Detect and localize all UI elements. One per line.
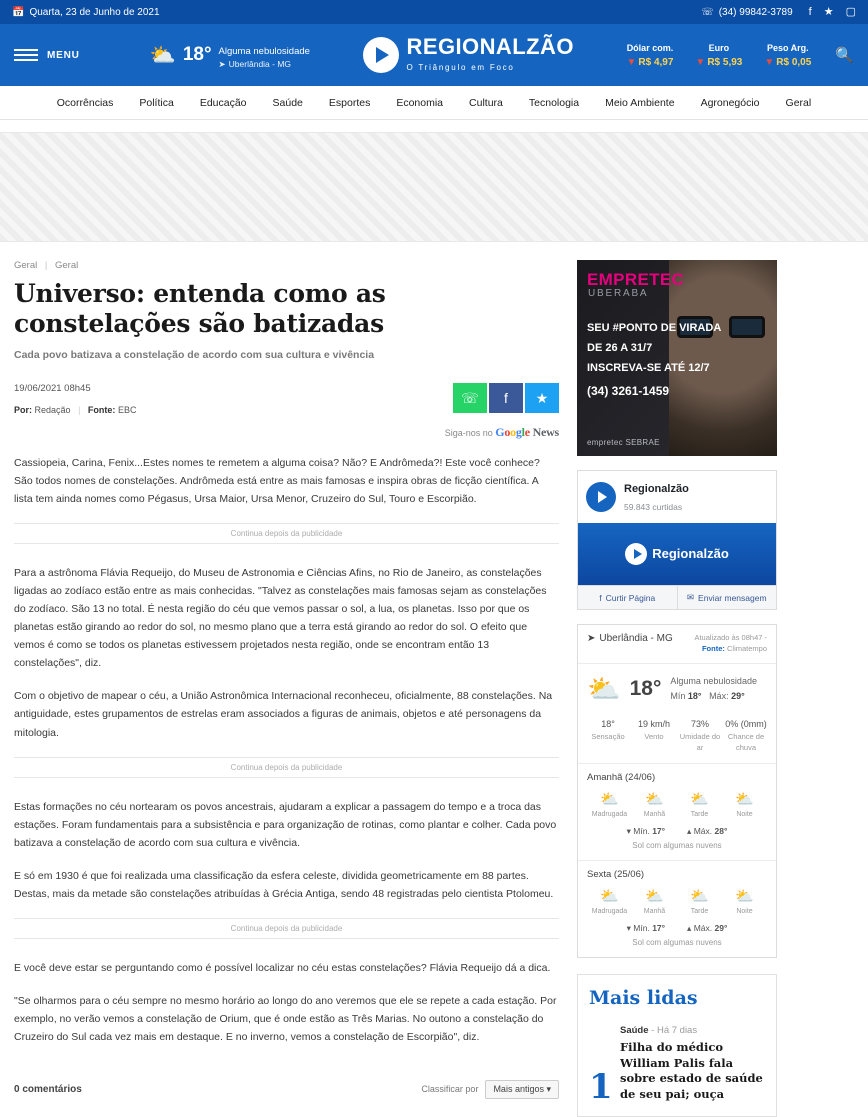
forecast-day-name: Amanhã (24/06): [587, 772, 656, 784]
forecast-min: ▾ Mín. 17°: [626, 826, 666, 837]
cloud-icon: ⛅: [735, 791, 754, 809]
currency-name: Peso Arg.: [766, 42, 809, 53]
menu-button[interactable]: [14, 49, 80, 61]
weather-current: [578, 664, 776, 714]
forecast-max-value: 28°: [714, 826, 728, 837]
page-title: Universo: entenda como as constelações são batizadas: [14, 279, 386, 338]
weather-stat-label: Vento: [644, 732, 664, 742]
forecast-part: [632, 790, 677, 818]
logo-name: REGIONALZÃO: [406, 34, 574, 59]
forecast-part: [677, 790, 722, 818]
ad-city: UBERABA: [588, 288, 649, 299]
forecast-max-label: Máx.: [693, 826, 713, 837]
instagram-icon[interactable]: ▢: [845, 5, 856, 18]
byline: [14, 405, 453, 415]
site-header: [0, 24, 868, 86]
nav-item-ocorrencias[interactable]: Ocorrências: [56, 96, 114, 109]
weather-stat-value: 18°: [601, 718, 615, 729]
weather-location-text: Uberlândia - MG: [599, 633, 673, 644]
weather-stat-label: Chance de chuva: [727, 732, 765, 752]
facebook-cover-image: [578, 523, 776, 585]
forecast-min: ▾ Mín. 17°: [626, 923, 666, 934]
forecast-max: ▴ Máx. 28°: [687, 826, 728, 837]
weather-max-label: Máx:: [709, 690, 729, 701]
ad-title: EMPRETEC: [587, 270, 685, 289]
weather-current-info: [670, 674, 757, 703]
location-icon: ➤: [587, 633, 596, 644]
forecast-minmax: [587, 826, 767, 837]
logo-tagline: O Triângulo em Foco: [406, 63, 515, 72]
forecast-part: [587, 790, 632, 818]
google-news-brand: Google News: [495, 425, 559, 439]
ad-line-2: DE 26 A 31/7: [587, 342, 653, 354]
currency-value: R$ 5,93: [707, 56, 743, 68]
facebook-widget-info: [624, 479, 689, 515]
source-label: Fonte:: [87, 405, 116, 415]
twitter-icon: ★: [535, 389, 549, 406]
partly-cloudy-icon: ⛅: [587, 673, 621, 704]
most-read-headline: Filha do médico William Palis fala sobre estado de saúde de seu pai; ouça: [620, 1040, 763, 1101]
ad-portrait: [669, 260, 777, 456]
source-name: EBC: [117, 405, 137, 415]
comment-sort-label: Classificar por: [421, 1084, 479, 1095]
weather-current-desc: Alguma nebulosidade: [670, 676, 757, 687]
forecast-summary: Sol com algumas nuvens: [632, 938, 722, 948]
sun-cloud-icon: ⛅: [645, 791, 664, 809]
weather-stat-vento: [633, 718, 675, 754]
forecast-min-value: 17°: [652, 923, 666, 934]
arrow-down-icon: ▼: [626, 56, 637, 68]
weather-location: [587, 633, 673, 644]
nav-item-geral[interactable]: Geral: [785, 96, 812, 109]
weather-stat-sensacao: [587, 718, 629, 754]
weather-updated-label: Atualizado às 08h47 -: [694, 633, 767, 642]
twitter-icon[interactable]: ★: [823, 5, 834, 18]
currency-name: Euro: [708, 42, 730, 53]
message-icon: ✉: [686, 592, 695, 602]
topbar-date-text: Quarta, 23 de Junho de 2021: [29, 6, 160, 18]
currency-ticker: [626, 43, 811, 68]
breadcrumb-item-1[interactable]: Geral: [14, 260, 38, 271]
forecast-min-value: 17°: [652, 826, 666, 837]
share-buttons: [453, 383, 559, 413]
facebook-icon[interactable]: f: [808, 5, 812, 18]
list-item[interactable]: [578, 1019, 776, 1116]
comments-bar: [14, 1080, 559, 1113]
breadcrumb-item-2[interactable]: Geral: [54, 260, 79, 271]
arrow-down-icon: ▼: [764, 56, 775, 68]
ad-phone: (34) 3261-1459: [587, 384, 670, 398]
forecast-part: [677, 887, 722, 915]
menu-label: MENU: [47, 49, 80, 61]
hamburger-icon: [14, 49, 38, 61]
weather-stat-label: Sensação: [591, 732, 625, 742]
weather-stat-umidade: [679, 718, 721, 754]
forecast-part-label: Manhã: [643, 811, 666, 819]
facebook-like-button[interactable]: [578, 586, 677, 609]
currency-item: [626, 43, 673, 68]
forecast-part-label: Manhã: [643, 908, 666, 916]
facebook-message-label: Enviar mensagem: [698, 592, 767, 603]
comment-sort: [421, 1080, 559, 1099]
forecast-summary: Sol com algumas nuvens: [632, 841, 722, 851]
forecast-part-label: Madrugada: [591, 908, 628, 916]
weather-current-temp: 18°: [629, 676, 662, 700]
article-paragraph: E só em 1930 é que foi realizada uma classificação da esfera celeste, dividida geometricamente em 88 partes. Destas, mais da metade são constelações atribuídas à Grécia Antiga, sendo 48 registradas pelo cientista Ptolomeu.: [14, 869, 554, 900]
weather-forecast-day: [578, 764, 776, 861]
author-name: Redação: [34, 405, 71, 415]
cover-logo-name: Regionalzão: [652, 546, 729, 561]
whatsapp-icon: ☏: [461, 389, 479, 406]
sun-cloud-icon: ⛅: [645, 888, 664, 906]
nav-item-educacao[interactable]: Educação: [199, 96, 247, 109]
currency-value-wrap: [764, 57, 811, 68]
publish-date: 19/06/2021 08h45: [14, 383, 91, 394]
facebook-widget-header: [578, 471, 776, 523]
forecast-max-label: Máx.: [693, 923, 713, 934]
forecast-max-value: 29°: [714, 923, 728, 934]
topbar-phone-text: (34) 99842-3789: [718, 6, 793, 18]
most-read-heading: Mais lidas: [589, 987, 698, 1010]
weather-stat-label: Umidade do ar: [679, 732, 721, 752]
nav-item-cultura[interactable]: Cultura: [469, 96, 503, 109]
weather-stat-value: 19 km/h: [637, 718, 670, 729]
forecast-part-label: Noite: [736, 811, 753, 819]
topbar-phone[interactable]: [701, 7, 792, 18]
weather-stat-value: 73%: [690, 718, 709, 729]
forecast-part: [632, 887, 677, 915]
article-paragraph: E você deve estar se perguntando como é possível localizar no céu estas constelações? Flávia Requeijo dá a dica.: [14, 961, 551, 974]
header-weather-temp: 18°: [182, 44, 212, 65]
most-read-rank: 1: [589, 1066, 613, 1107]
comments-count: 0 comentários: [14, 1083, 82, 1095]
ad-notice: Continua depois da publicidade: [14, 918, 559, 939]
currency-item: [695, 43, 742, 68]
facebook-page-widget: [577, 470, 777, 610]
partly-cloudy-icon: ⛅: [149, 43, 176, 67]
cloud-icon: ⛅: [600, 791, 619, 809]
weather-stat-value: 0% (0mm): [725, 718, 767, 729]
cover-logo: [625, 543, 729, 565]
facebook-message-button[interactable]: [677, 586, 777, 609]
forecast-minmax: [587, 923, 767, 934]
facebook-page-name: Regionalzão: [624, 483, 689, 495]
content-wrapper: [0, 242, 868, 1117]
facebook-icon: f: [504, 390, 508, 406]
weather-current-minmax: [670, 691, 744, 701]
most-read-category-text: Saúde: [620, 1025, 649, 1037]
breadcrumb: [14, 260, 559, 271]
sun-cloud-icon: ⛅: [690, 791, 709, 809]
forecast-part: [587, 887, 632, 915]
forecast-parts: [587, 790, 767, 818]
topbar-social: [809, 7, 856, 18]
cloud-icon: ⛅: [600, 888, 619, 906]
forecast-part: [722, 790, 767, 818]
most-read-time: - Há 7 dias: [651, 1025, 698, 1037]
author-label: Por:: [14, 405, 32, 415]
page-avatar: [586, 482, 616, 512]
share-whatsapp-button[interactable]: [453, 383, 487, 413]
search-icon[interactable]: 🔍: [835, 47, 854, 64]
forecast-min-label: Mín.: [633, 826, 650, 837]
location-icon: ➤: [218, 58, 226, 69]
top-bar: [0, 0, 868, 24]
weather-forecast-day: [578, 861, 776, 957]
nav-item-politica[interactable]: Política: [139, 96, 174, 109]
leaderboard-ad[interactable]: [0, 132, 868, 242]
facebook-actions: [578, 585, 776, 609]
forecast-min-label: Mín.: [633, 923, 650, 934]
forecast-part-label: Noite: [736, 908, 753, 916]
header-weather-desc: Alguma nebulosidade: [218, 45, 310, 57]
nav-item-meio-ambiente[interactable]: Meio Ambiente: [605, 96, 675, 109]
weather-source: Climatempo: [726, 643, 767, 653]
forecast-part-label: Tarde: [690, 908, 709, 916]
most-read-category: [620, 1025, 765, 1036]
share-twitter-button[interactable]: [525, 383, 559, 413]
byline-separator: |: [78, 405, 81, 415]
article-meta-left: [14, 383, 453, 415]
weather-stats: [578, 714, 776, 765]
comment-sort-value: Mais antigos: [493, 1083, 544, 1094]
weather-widget: [577, 624, 777, 958]
header-weather: [150, 41, 310, 70]
sun-cloud-icon: ⛅: [690, 888, 709, 906]
weather-header: [578, 625, 776, 664]
nav-item-agronegocio[interactable]: Agronegócio: [700, 96, 760, 109]
article-column: [14, 260, 559, 1117]
forecast-max: ▴ Máx. 29°: [687, 923, 728, 934]
currency-value: R$ 0,05: [776, 56, 812, 68]
cloud-icon: ⛅: [735, 888, 754, 906]
article-meta: [14, 383, 559, 415]
main-nav: [0, 86, 868, 120]
breadcrumb-separator: |: [44, 260, 48, 271]
facebook-likes: 59.843 curtidas: [624, 502, 683, 512]
ad-notice: Continua depois da publicidade: [14, 757, 559, 778]
header-weather-city: [219, 59, 310, 70]
currency-name: Dólar com.: [626, 42, 674, 53]
google-news-label: Siga-nos no: [444, 428, 493, 438]
forecast-day-name: Sexta (25/06): [587, 869, 645, 881]
currency-value: R$ 4,97: [638, 56, 674, 68]
article-paragraph: Estas formações no céu nortearam os povos ancestrais, ajudaram a explicar a passagem do tempo e a troca das estações. Foram fundamentais para a subsistência e para organização de rotinas, como plantar e colher. Cada povo batizava a constelação de acordo com sua cultura e vivência.: [14, 800, 557, 849]
header-weather-city-text: Uberlândia - MG: [228, 59, 292, 69]
article-body: [14, 454, 559, 1046]
weather-updated: [694, 633, 767, 655]
most-read-body: [620, 1025, 765, 1102]
article-paragraph: Para a astrônoma Flávia Requeijo, do Museu de Astronomia e Ciências Afins, no Rio de Janeiro, as constelações ligadas ao zodíaco estão entre as mais conhecidas. "Talvez as constelações mais famosas sejam as constelações do zodíaco. São 13 no total. É nesta região do céu que vemos passar o sol, a lua, os planetas. Isso por que os planetas estão girando ao redor do sol, no mesmo plano que a terra está girando ao redor do sol. O efeito que vemos é como se todos os planetas estivessem projetados nesta região, onde se encontram então 13 constelações", diz.: [14, 567, 547, 670]
article-paragraph: Com o objetivo de mapear o céu, a União Astronômica Internacional reconheceu, oficialmente, 88 constelações. Na antiguidade, estes grupamentos de estrelas eram associados a figuras de animais, objetos e até personagens da mitologia.: [14, 690, 553, 739]
article-subtitle: Cada povo batizava a constelação de acordo com sua cultura e vivência: [14, 349, 375, 361]
cover-logo-text: [652, 545, 729, 563]
logo-play-icon: [363, 37, 399, 73]
ad-line-3: INSCREVA-SE ATÉ 12/7: [587, 362, 710, 374]
comment-sort-select[interactable]: Mais antigos ▾: [485, 1080, 559, 1099]
weather-source-label: Fonte:: [701, 643, 725, 653]
weather-stat-chuva: [725, 718, 767, 754]
ad-line-1: SEU #PONTO DE VIRADA: [587, 322, 722, 334]
forecast-part-label: Madrugada: [591, 811, 628, 819]
ad-notice: Continua depois da publicidade: [14, 523, 559, 544]
currency-value-wrap: [626, 57, 673, 68]
forecast-part: [722, 887, 767, 915]
weather-min-label: Mín: [670, 690, 686, 701]
sidebar: [577, 260, 777, 1117]
site-logo[interactable]: [363, 36, 574, 74]
nav-item-tecnologia[interactable]: Tecnologia: [528, 96, 580, 109]
arrow-down-icon: ▼: [695, 56, 706, 68]
google-news-follow[interactable]: [14, 425, 559, 440]
nav-item-saude[interactable]: Saúde: [272, 96, 303, 109]
forecast-parts: [587, 887, 767, 915]
share-facebook-button[interactable]: [489, 383, 523, 413]
facebook-like-label: Curtir Página: [605, 592, 656, 603]
topbar-date: [12, 7, 160, 18]
weather-min-value: 18°: [687, 690, 702, 701]
logo-play-icon: [625, 543, 647, 565]
ad-footer: empretec SEBRAE: [587, 438, 660, 447]
logo-text: [407, 36, 574, 74]
nav-item-esportes[interactable]: Esportes: [328, 96, 371, 109]
currency-value-wrap: [695, 57, 742, 68]
nav-item-economia[interactable]: Economia: [396, 96, 444, 109]
forecast-part-label: Tarde: [690, 811, 709, 819]
weather-max-value: 29°: [731, 690, 745, 701]
article-paragraph: "Se olharmos para o céu sempre no mesmo horário ao longo do ano veremos que ele se repete a cada estação. Por exemplo, no verão vemos a constelação de Orium, que é onde estão as Três Marias. No outono a constelação do Cruzeiro do Sul cada vez mais em destaque. E no inverno, vemos a constelação de Escorpião", diz.: [14, 994, 557, 1043]
most-read-widget: [577, 974, 777, 1117]
whatsapp-icon: ☏: [701, 6, 714, 18]
facebook-icon: f: [599, 592, 602, 603]
calendar-icon: 📅: [12, 6, 25, 18]
sidebar-ad-empretec[interactable]: [577, 260, 777, 456]
currency-item: [764, 43, 811, 68]
article-paragraph: Cassiopeia, Carina, Fenix...Estes nomes te remetem a alguma coisa? Não? E Andrômeda?! Este você conhece? São todos nomes de constelações. Andrômeda está entre as mais famosas e inspira obras de ficção científica. A lista tem ainda nomes como Pégasus, Ursa Maior, Ursa Menor, Cruzeiro do Sul, Touro e Escorpião.: [14, 457, 540, 506]
